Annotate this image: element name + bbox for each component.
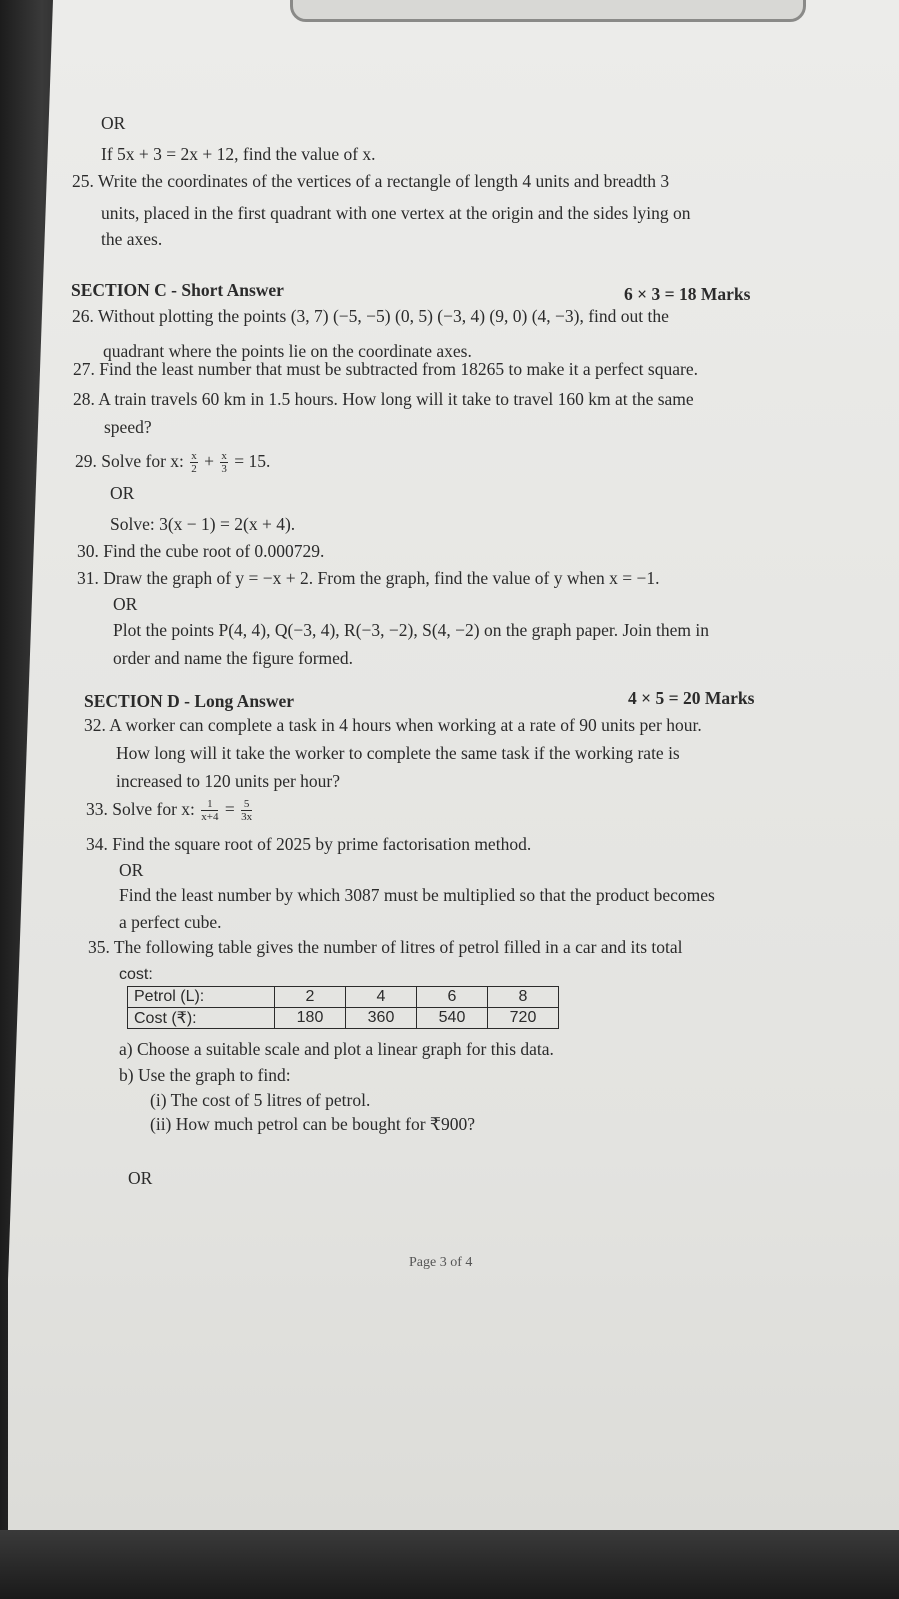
page-number: Page 3 of 4	[409, 1255, 473, 1270]
table-row	[128, 987, 559, 1008]
q34-alt2: a perfect cube.	[119, 912, 222, 932]
table-row-label: Cost (₹):	[128, 1008, 275, 1029]
q28-line1: 28. A train travels 60 km in 1.5 hours. How long will it take to travel 160 km at the same	[73, 389, 694, 409]
q29-f1-den: 2	[191, 463, 197, 476]
q29-fraction-1	[190, 450, 198, 475]
table-row	[128, 1008, 559, 1029]
q32-line3: increased to 120 units per hour?	[116, 771, 341, 791]
q24-alt: If 5x + 3 = 2x + 12, find the value of x.	[101, 144, 376, 164]
table-row-label: Petrol (L):	[128, 987, 275, 1008]
q31-line1: 31. Draw the graph of y = −x + 2. From the graph, find the value of y when x = −1.	[77, 568, 660, 588]
q33-eq: =	[224, 799, 235, 819]
q33-f1-den: x+4	[201, 811, 219, 824]
petrol-cost-table	[127, 986, 559, 1029]
section-c-title: SECTION C - Short Answer	[71, 280, 284, 300]
q29-f2-den: 3	[221, 463, 227, 476]
table-cell: 180	[275, 1008, 346, 1029]
q33-prefix: 33. Solve for x:	[86, 799, 195, 819]
section-c-marks: 6 × 3 = 18 Marks	[624, 284, 751, 304]
q33-f1-num: 1	[201, 798, 218, 811]
q25-line2: units, placed in the first quadrant with one vertex at the origin and the sides lying on	[101, 203, 691, 223]
q33-equation	[86, 798, 254, 823]
q29-alt: Solve: 3(x − 1) = 2(x + 4).	[110, 514, 296, 534]
q30: 30. Find the cube root of 0.000729.	[77, 541, 325, 561]
q31-or: OR	[113, 594, 138, 614]
q35-part-b2: (ii) How much petrol can be bought for ₹900?	[150, 1114, 476, 1134]
q29-f2-num: x	[221, 450, 227, 463]
q35-or: OR	[128, 1168, 153, 1188]
q29-prefix: 29. Solve for x:	[75, 451, 184, 471]
q34-alt1: Find the least number by which 3087 must be multiplied so that the product becomes	[119, 885, 715, 905]
q33-fraction-2	[241, 798, 252, 823]
q29-f1-num: x	[191, 450, 197, 463]
q35-part-b1: (i) The cost of 5 litres of petrol.	[150, 1090, 371, 1110]
table-cell: 6	[417, 987, 488, 1008]
table-cell: 8	[488, 987, 559, 1008]
q31-alt1: Plot the points P(4, 4), Q(−3, 4), R(−3, −2), S(4, −2) on the graph paper. Join them in	[113, 620, 710, 640]
q29-or: OR	[110, 483, 135, 503]
q25-line1: 25. Write the coordinates of the vertices of a rectangle of length 4 units and breadth 3	[72, 171, 670, 191]
q25-line3: the axes.	[101, 229, 163, 249]
section-d-title: SECTION D - Long Answer	[84, 691, 295, 711]
background-bottom	[0, 1530, 899, 1599]
q35-line1: 35. The following table gives the number of litres of petrol filled in a car and its total	[88, 937, 683, 957]
table-cell: 4	[346, 987, 417, 1008]
q33-f2-num: 5	[241, 798, 252, 811]
q29-plus: +	[204, 451, 215, 471]
q29-equation	[75, 450, 270, 475]
q29-rhs: = 15.	[234, 451, 271, 471]
q26-line2: quadrant where the points lie on the coordinate axes.	[103, 341, 472, 361]
q35-part-a: a) Choose a suitable scale and plot a linear graph for this data.	[119, 1039, 554, 1059]
table-cell: 720	[488, 1008, 559, 1029]
q26-line1: 26. Without plotting the points (3, 7) (−5, −5) (0, 5) (−3, 4) (9, 0) (4, −3), find out the	[72, 306, 669, 326]
q32-line1: 32. A worker can complete a task in 4 hours when working at a rate of 90 units per hour.	[84, 715, 702, 735]
q34-or: OR	[119, 860, 144, 880]
q33-f2-den: 3x	[241, 811, 253, 824]
q29-fraction-2	[220, 450, 228, 475]
table-cell: 540	[417, 1008, 488, 1029]
q33-fraction-1	[201, 798, 218, 823]
table-cell: 2	[275, 987, 346, 1008]
q35-part-b: b) Use the graph to find:	[119, 1065, 291, 1085]
q28-line2: speed?	[104, 417, 152, 437]
q27: 27. Find the least number that must be subtracted from 18265 to make it a perfect square.	[73, 359, 698, 379]
q31-alt2: order and name the figure formed.	[113, 648, 354, 668]
table-cell: 360	[346, 1008, 417, 1029]
q34-line1: 34. Find the square root of 2025 by prime factorisation method.	[86, 834, 532, 854]
q24-or: OR	[101, 113, 126, 133]
q32-line2: How long will it take the worker to complete the same task if the working rate is	[116, 743, 680, 763]
q35-line2: cost:	[119, 966, 153, 983]
section-d-marks: 4 × 5 = 20 Marks	[628, 688, 755, 708]
